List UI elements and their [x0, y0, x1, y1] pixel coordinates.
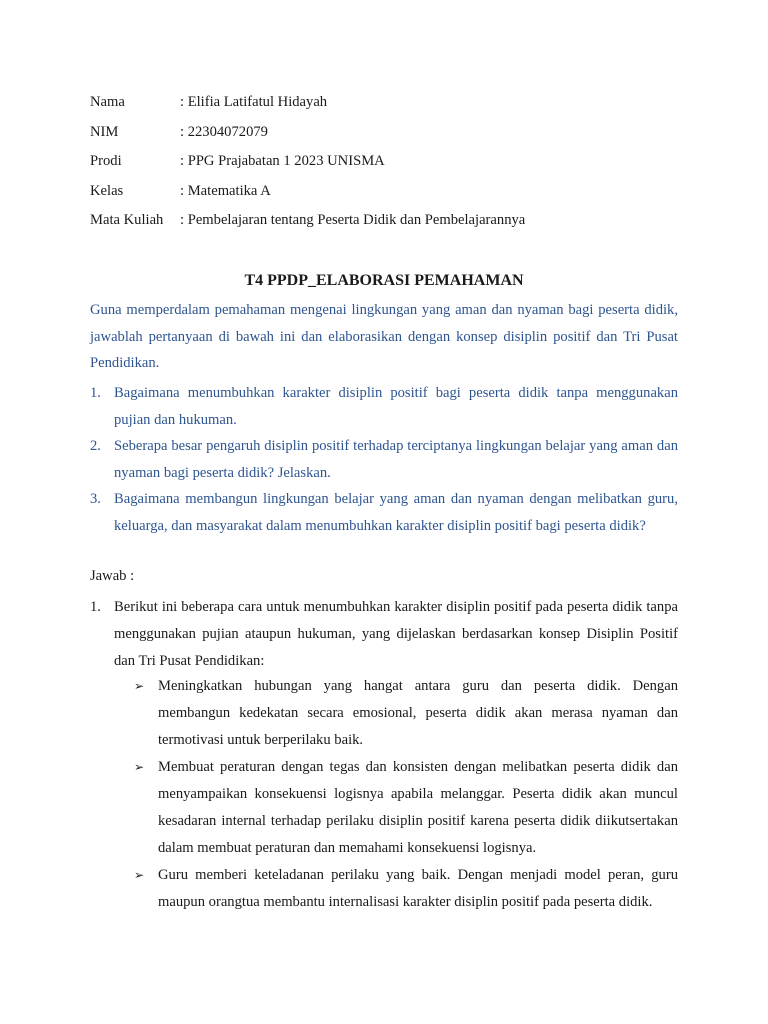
question-text: Bagaimana membangun lingkungan belajar yang aman dan nyaman dengan melibatkan guru, keluarga, dan masyarakat dalam menumbuhkan karakter disiplin positif bagi peserta didik? — [114, 491, 678, 534]
info-value: : PPG Prajabatan 1 2023 UNISMA — [180, 153, 385, 169]
answer-heading: Jawab : — [90, 568, 135, 584]
info-label: Mata Kuliah — [90, 212, 164, 228]
document-title: T4 PPDP_ELABORASI PEMAHAMAN — [244, 272, 524, 289]
question-text: Bagaimana menumbuhkan karakter disiplin positif bagi peserta didik tanpa menggunakan pujian dan hukuman. — [114, 385, 678, 428]
question-number: 3. — [90, 491, 101, 507]
info-value: : Elifia Latifatul Hidayah — [180, 94, 328, 110]
bullet-text: Guru memberi keteladanan perilaku yang baik. Dengan menjadi model peran, guru maupun orangtua membantu internalisasi karakter disiplin positif pada peserta didik. — [158, 867, 678, 910]
question-number: 1. — [90, 385, 101, 401]
answer-bullet-list — [134, 673, 678, 916]
bullet-text: Meningkatkan hubungan yang hangat antara guru dan peserta didik. Dengan membangun kedekatan secara emosional, peserta didik akan merasa nyaman dan termotivasi untuk berperilaku baik. — [158, 678, 678, 748]
info-value: : 22304072079 — [180, 123, 268, 140]
info-row-kelas — [90, 181, 525, 211]
info-label: Prodi — [90, 153, 122, 169]
answer-lead-text: Berikut ini beberapa cara untuk menumbuhkan karakter disiplin positif pada peserta didik tanpa menggunakan pujian ataupun hukuman, yang dijelaskan berdasarkan konsep Disiplin Positif dan Tri Pusat Pendidikan: — [114, 599, 678, 669]
student-info — [90, 92, 525, 240]
question-item — [90, 380, 678, 433]
info-row-nim — [90, 122, 525, 152]
arrow-bullet-icon: ➢ — [134, 868, 145, 882]
question-number: 2. — [90, 438, 101, 454]
info-row-prodi — [90, 151, 525, 181]
info-row-mata-kuliah — [90, 210, 525, 240]
answer-lead — [90, 594, 678, 675]
bullet-item — [134, 673, 678, 754]
bullet-text: Membuat peraturan dengan tegas dan konsisten dengan melibatkan peserta didik dan menyampaikan konsekuensi logisnya apabila melanggar. Peserta didik akan muncul kesadaran internal terhadap perilaku disiplin positif karena peserta didik diikutsertakan dalam membuat peraturan dan memahami konsekuensi logisnya. — [158, 759, 678, 856]
info-value: : Matematika A — [180, 182, 271, 199]
bullet-item — [134, 754, 678, 862]
arrow-bullet-icon: ➢ — [134, 679, 145, 693]
intro-paragraph: Guna memperdalam pemahaman mengenai lingkungan yang aman dan nyaman bagi peserta didik, jawablah pertanyaan di bawah ini dan elaborasikan dengan konsep disiplin positif dan Tri Pusat Pendidikan. — [90, 302, 678, 371]
info-label: NIM — [90, 123, 119, 140]
question-item — [90, 433, 678, 486]
info-label: Kelas — [90, 182, 124, 199]
question-list — [90, 380, 678, 539]
answer-number: 1. — [90, 599, 101, 615]
bullet-item — [134, 862, 678, 916]
info-row-name — [90, 92, 525, 122]
question-text: Seberapa besar pengaruh disiplin positif terhadap terciptanya lingkungan belajar yang aman dan nyaman bagi peserta didik? Jelaskan. — [114, 438, 678, 481]
arrow-bullet-icon: ➢ — [134, 760, 145, 774]
info-label: Nama — [90, 94, 125, 110]
answer-item — [90, 594, 678, 675]
question-item — [90, 486, 678, 539]
info-value: : Pembelajaran tentang Peserta Didik dan Pembelajarannya — [180, 212, 526, 228]
